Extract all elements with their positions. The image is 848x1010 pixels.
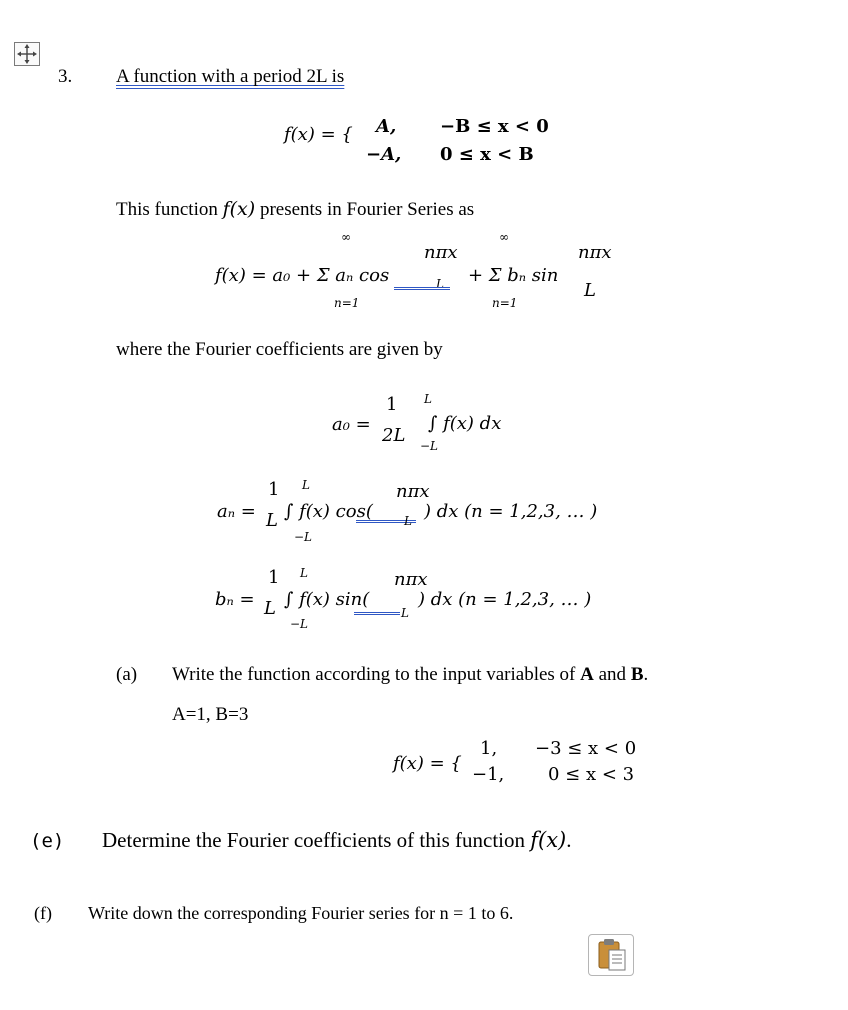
series-inf-2: ∞ <box>499 230 509 244</box>
part-f-text: Write down the corresponding Fourier series for n = 1 to 6. <box>88 903 514 923</box>
problem-intro <box>116 66 344 88</box>
an-num: 1 <box>268 479 280 500</box>
series-L-1: L <box>436 277 444 291</box>
case2-condition: 0 ≤ x < B <box>440 144 534 165</box>
an-upper: L <box>302 478 310 492</box>
an-inner-L: L <box>404 514 412 528</box>
series-n-1: n=1 <box>334 296 360 310</box>
part-a-values: A=1, B=3 <box>172 704 249 725</box>
series-underline-1 <box>394 287 450 290</box>
bn-lower: −L <box>290 617 309 631</box>
a0-integrand: ∫ f(x) dx <box>428 413 502 434</box>
series-inf-1: ∞ <box>341 230 351 244</box>
bn-den: L <box>264 598 276 619</box>
coefficient-intro: where the Fourier coefficients are given by <box>116 339 443 360</box>
series-lhs: f(x) = a₀ + Σ aₙ cos <box>215 265 390 286</box>
part-a-label: (a) <box>116 664 138 685</box>
answer-case2-condition: 0 ≤ x < 3 <box>548 764 635 785</box>
part-e-label: (e) <box>30 830 65 852</box>
part-a-text-main: Write the function according to the input variables of <box>172 664 576 685</box>
move-arrows-icon <box>15 43 39 65</box>
case2-value: −A, <box>366 144 402 165</box>
an-den: L <box>266 510 278 531</box>
bn-underline <box>354 612 400 615</box>
bn-npix: nπx <box>394 569 428 590</box>
series-plus-bn: + Σ bₙ sin <box>468 265 559 286</box>
problem-number: 3. <box>58 66 73 87</box>
bn-lhs: bₙ = <box>215 589 255 610</box>
a0-den: 2L <box>382 425 406 446</box>
answer-case2-value: −1, <box>472 764 505 785</box>
series-npix-2: nπx <box>578 242 612 263</box>
answer-case1-condition: −3 ≤ x < 0 <box>535 738 637 759</box>
a0-lhs: a₀ = <box>332 414 371 435</box>
a0-upper: L <box>424 392 432 406</box>
part-e-end: . <box>566 828 572 852</box>
series-npix-1: nπx <box>424 242 458 263</box>
part-a-var-B: B <box>630 664 644 685</box>
table-move-handle[interactable] <box>14 42 40 66</box>
an-lower: −L <box>294 530 313 544</box>
paste-options-button[interactable] <box>588 934 634 976</box>
case1-value: A, <box>376 116 397 137</box>
series-intro-a: This function <box>116 199 218 220</box>
series-intro-fx: f(x) <box>222 198 256 220</box>
definition-lhs: f(x) = { <box>284 124 353 145</box>
series-L-2: L <box>584 280 596 301</box>
answer-lhs: f(x) = { <box>393 753 462 774</box>
case1-condition: −B ≤ x < 0 <box>440 116 549 137</box>
part-a-and: and <box>598 664 627 685</box>
intro-text: A function with a period 2L is <box>116 66 345 87</box>
part-a-period: . <box>643 664 649 685</box>
clipboard-icon <box>589 935 633 975</box>
an-tail: ) dx (n = 1,2,3, … ) <box>424 501 598 522</box>
a0-lower: −L <box>420 439 439 453</box>
part-e-text <box>102 828 572 853</box>
a0-num: 1 <box>386 394 398 415</box>
bn-tail: ) dx (n = 1,2,3, … ) <box>418 589 592 610</box>
series-intro <box>116 198 474 221</box>
part-a-text <box>172 664 648 686</box>
part-e-fx: f(x) <box>530 828 567 852</box>
series-intro-b: presents in Fourier Series as <box>259 199 475 220</box>
part-a-var-A: A <box>580 664 594 685</box>
an-lhs: aₙ = <box>217 501 256 522</box>
bn-num: 1 <box>268 567 280 588</box>
part-f-label: (f) <box>34 903 52 923</box>
series-n-2: n=1 <box>492 296 518 310</box>
an-npix: nπx <box>396 481 430 502</box>
part-e-text-main: Determine the Fourier coefficients of this function <box>102 828 525 852</box>
bn-inner-L: L <box>401 606 409 620</box>
an-integrand: ∫ f(x) cos( <box>284 501 373 522</box>
answer-case1-value: 1, <box>480 738 498 759</box>
bn-integrand: ∫ f(x) sin( <box>284 589 370 610</box>
bn-upper: L <box>300 566 308 580</box>
